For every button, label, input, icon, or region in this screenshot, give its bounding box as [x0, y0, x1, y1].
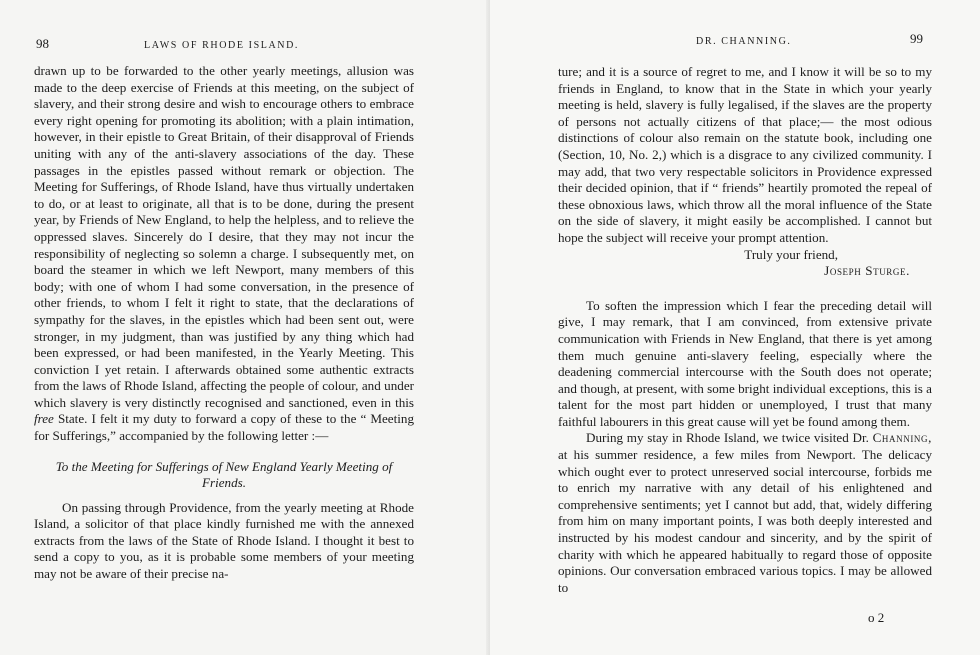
channing-name: Channing,: [872, 430, 932, 446]
running-head-left: LAWS OF RHODE ISLAND.: [144, 40, 300, 51]
right-paragraph-2: To soften the impression which I fear the preceding detail will give, I may remark, that I am convinced, from extensive private communication with Friends in New England, that there is yet among them much genuine anti-slavery feeling, especially where the deadening commercial intercourse with the South does not operate; and though, at present, with some bright individual exceptions, this is a talent for the most part hidden or unemployed, I trust that many faithful labourers in this great cause will yet be found among them.: [558, 297, 932, 429]
running-head-right: DR. CHANNING.: [696, 36, 792, 47]
letter-heading: To the Meeting for Sufferings of New England Yearly Meeting of Friends.: [55, 458, 393, 490]
signature-mark: o 2: [868, 610, 885, 625]
left-paragraph-1: [34, 63, 414, 445]
left-paragraph-1-text: drawn up to be forwarded to the other yearly meetings, allusion was made to the deep exercise of Friends at this meeting, on the subject of slavery, and their strong desire and wish to encourage others to embrace every right opening for promoting its abolition; with a plain intimation, however, in their epistle to Great Britain, of their disapproval of Friends uniting with any of the anti-slavery associations of the day. These passages in the epistles passed without remark or objection. The Meeting for Sufferings, of Rhode Island, have thus virtually undertaken to do, or at least to originate, all that is to be done, during the present year, by Friends of New England, to help the helpless, and to relieve the oppressed slaves. Sincerely do I desire, that they may not incur the responsibility of neglecting so solemn a charge. I subsequently met, on board the steamer in which we left Newport, many members of this body; with one of whom I had some conversation, in the presence of other friends, to whom I felt it right to state, that the declarations of sympathy for the slaves, in the epistles which had been sent out, were stronger, in my judgment, than was justified by any thing which had been expressed, or had been manifested, in the Yearly Meeting. This conviction I yet retain. I afterwards obtained some authentic extracts from the laws of Rhode Island, affecting the people of colour, and under which slavery is very distinctly recognised and sanctioned, even in this: [34, 63, 414, 410]
right-paragraph-1: ture; and it is a source of regret to me, and I know it will be so to my friends in England, to know that in the State in which your yearly meeting is held, slavery is fully legalised, if the slaves are the property of persons not actually citizens of that place;— the most odious distinctions of colour also remain on the statute book, including one (Section, 10, No. 2,) which is a disgrace to any civilized community. I may add, that two very respectable solicitors in Providence expressed their decided opinion, that if “ friends” heartily promoted the repeal of these obnoxious laws, which throw all the moral influence of the State on the side of slavery, it might easily be accomplished. I cannot but hope the subject will receive your prompt attention.: [558, 64, 932, 245]
section-spacer: [558, 280, 932, 298]
right-page: [490, 0, 980, 655]
left-paragraph-1-emphasis: free: [34, 411, 54, 427]
left-page-body: [34, 63, 414, 583]
left-paragraph-2: On passing through Providence, from the yearly meeting at Rhode Island, a solicitor of that place kindly furnished me with the annexed extracts from the laws of the State of Rhode Island. I thought it best to send a copy to you, as it is probable some members of your meeting may not be aware of their precise na-: [34, 499, 414, 582]
left-paragraph-1-end: State. I felt it my duty to forward a copy of these to the “ Meeting for Sufferings,” accompanied by the following letter :—: [34, 411, 414, 444]
letter-closing: Truly your friend,: [744, 246, 838, 262]
right-page-body: [558, 64, 932, 596]
letter-signature: Joseph Sturge.: [824, 263, 910, 279]
page-number-left: 98: [36, 36, 49, 51]
page-number-right: 99: [910, 31, 923, 46]
right-paragraph-3: [558, 430, 932, 596]
right-paragraph-3-start: During my stay in Rhode Island, we twice visited Dr.: [586, 430, 869, 446]
right-paragraph-3-text: at his summer residence, a few miles from Newport. The delicacy which ought ever to protect unreserved social intercourse, forbids me to enrich my narrative with any detail of his enlightened and comprehensive sentiments; yet I cannot but add, that, widely differing from him on many important points, I was both deeply interested and instructed by his modest candour and sincerity, and by the spirit of charity with which he appeared habitually to regard those of opposite opinions. Our conversation embraced various topics. I may be allowed to: [558, 447, 932, 595]
